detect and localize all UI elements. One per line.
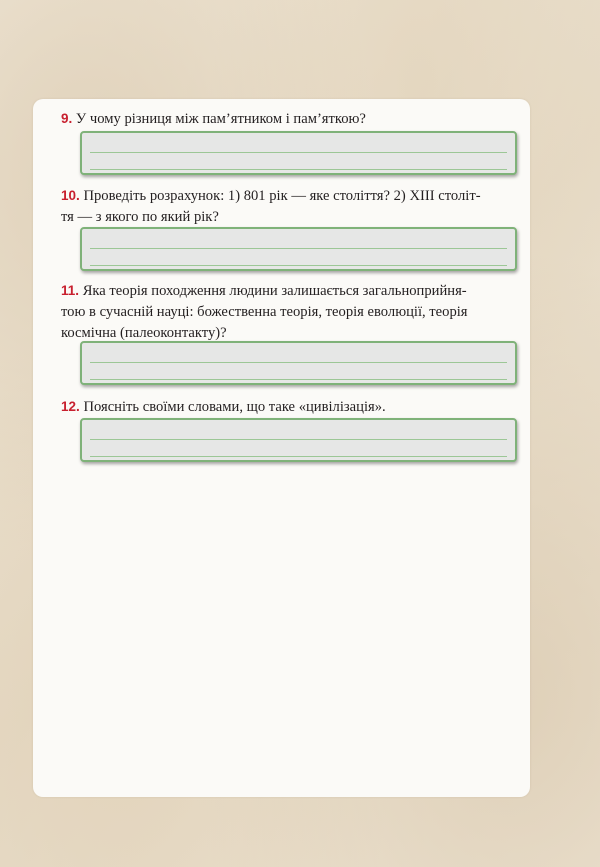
question-number: 11.: [61, 283, 80, 298]
answer-line: [90, 169, 507, 170]
answer-line: [90, 379, 507, 380]
question-9: [61, 108, 517, 130]
worksheet-page: [33, 99, 530, 797]
question-text: Яка теорія походження людини залишається загальноприйня- тою в сучасній науці: божественна теорія, теорія еволюції, теорія космічна (палеоконтакту)?: [61, 283, 468, 341]
question-text: Поясніть своїми словами, що таке «цивілізація».: [83, 399, 386, 415]
answer-field-9[interactable]: [80, 131, 517, 175]
answer-field-12[interactable]: [80, 418, 517, 462]
question-text: У чому різниця між пам’ятником і пам’яткою?: [75, 111, 366, 127]
answer-line: [90, 265, 507, 266]
question-number: 10.: [61, 188, 80, 203]
question-11: [61, 280, 517, 344]
answer-line: [90, 248, 507, 249]
question-10: [61, 185, 517, 228]
answer-field-10[interactable]: [80, 227, 517, 271]
question-12: [61, 396, 517, 418]
answer-field-11[interactable]: [80, 341, 517, 385]
question-number: 9.: [61, 111, 73, 126]
question-text: Проведіть розрахунок: 1) 801 рік — яке століття? 2) XIII століт- тя — з якого по який рік?: [61, 188, 481, 225]
answer-line: [90, 152, 507, 153]
answer-line: [90, 439, 507, 440]
answer-line: [90, 362, 507, 363]
question-number: 12.: [61, 399, 80, 414]
answer-line: [90, 456, 507, 457]
